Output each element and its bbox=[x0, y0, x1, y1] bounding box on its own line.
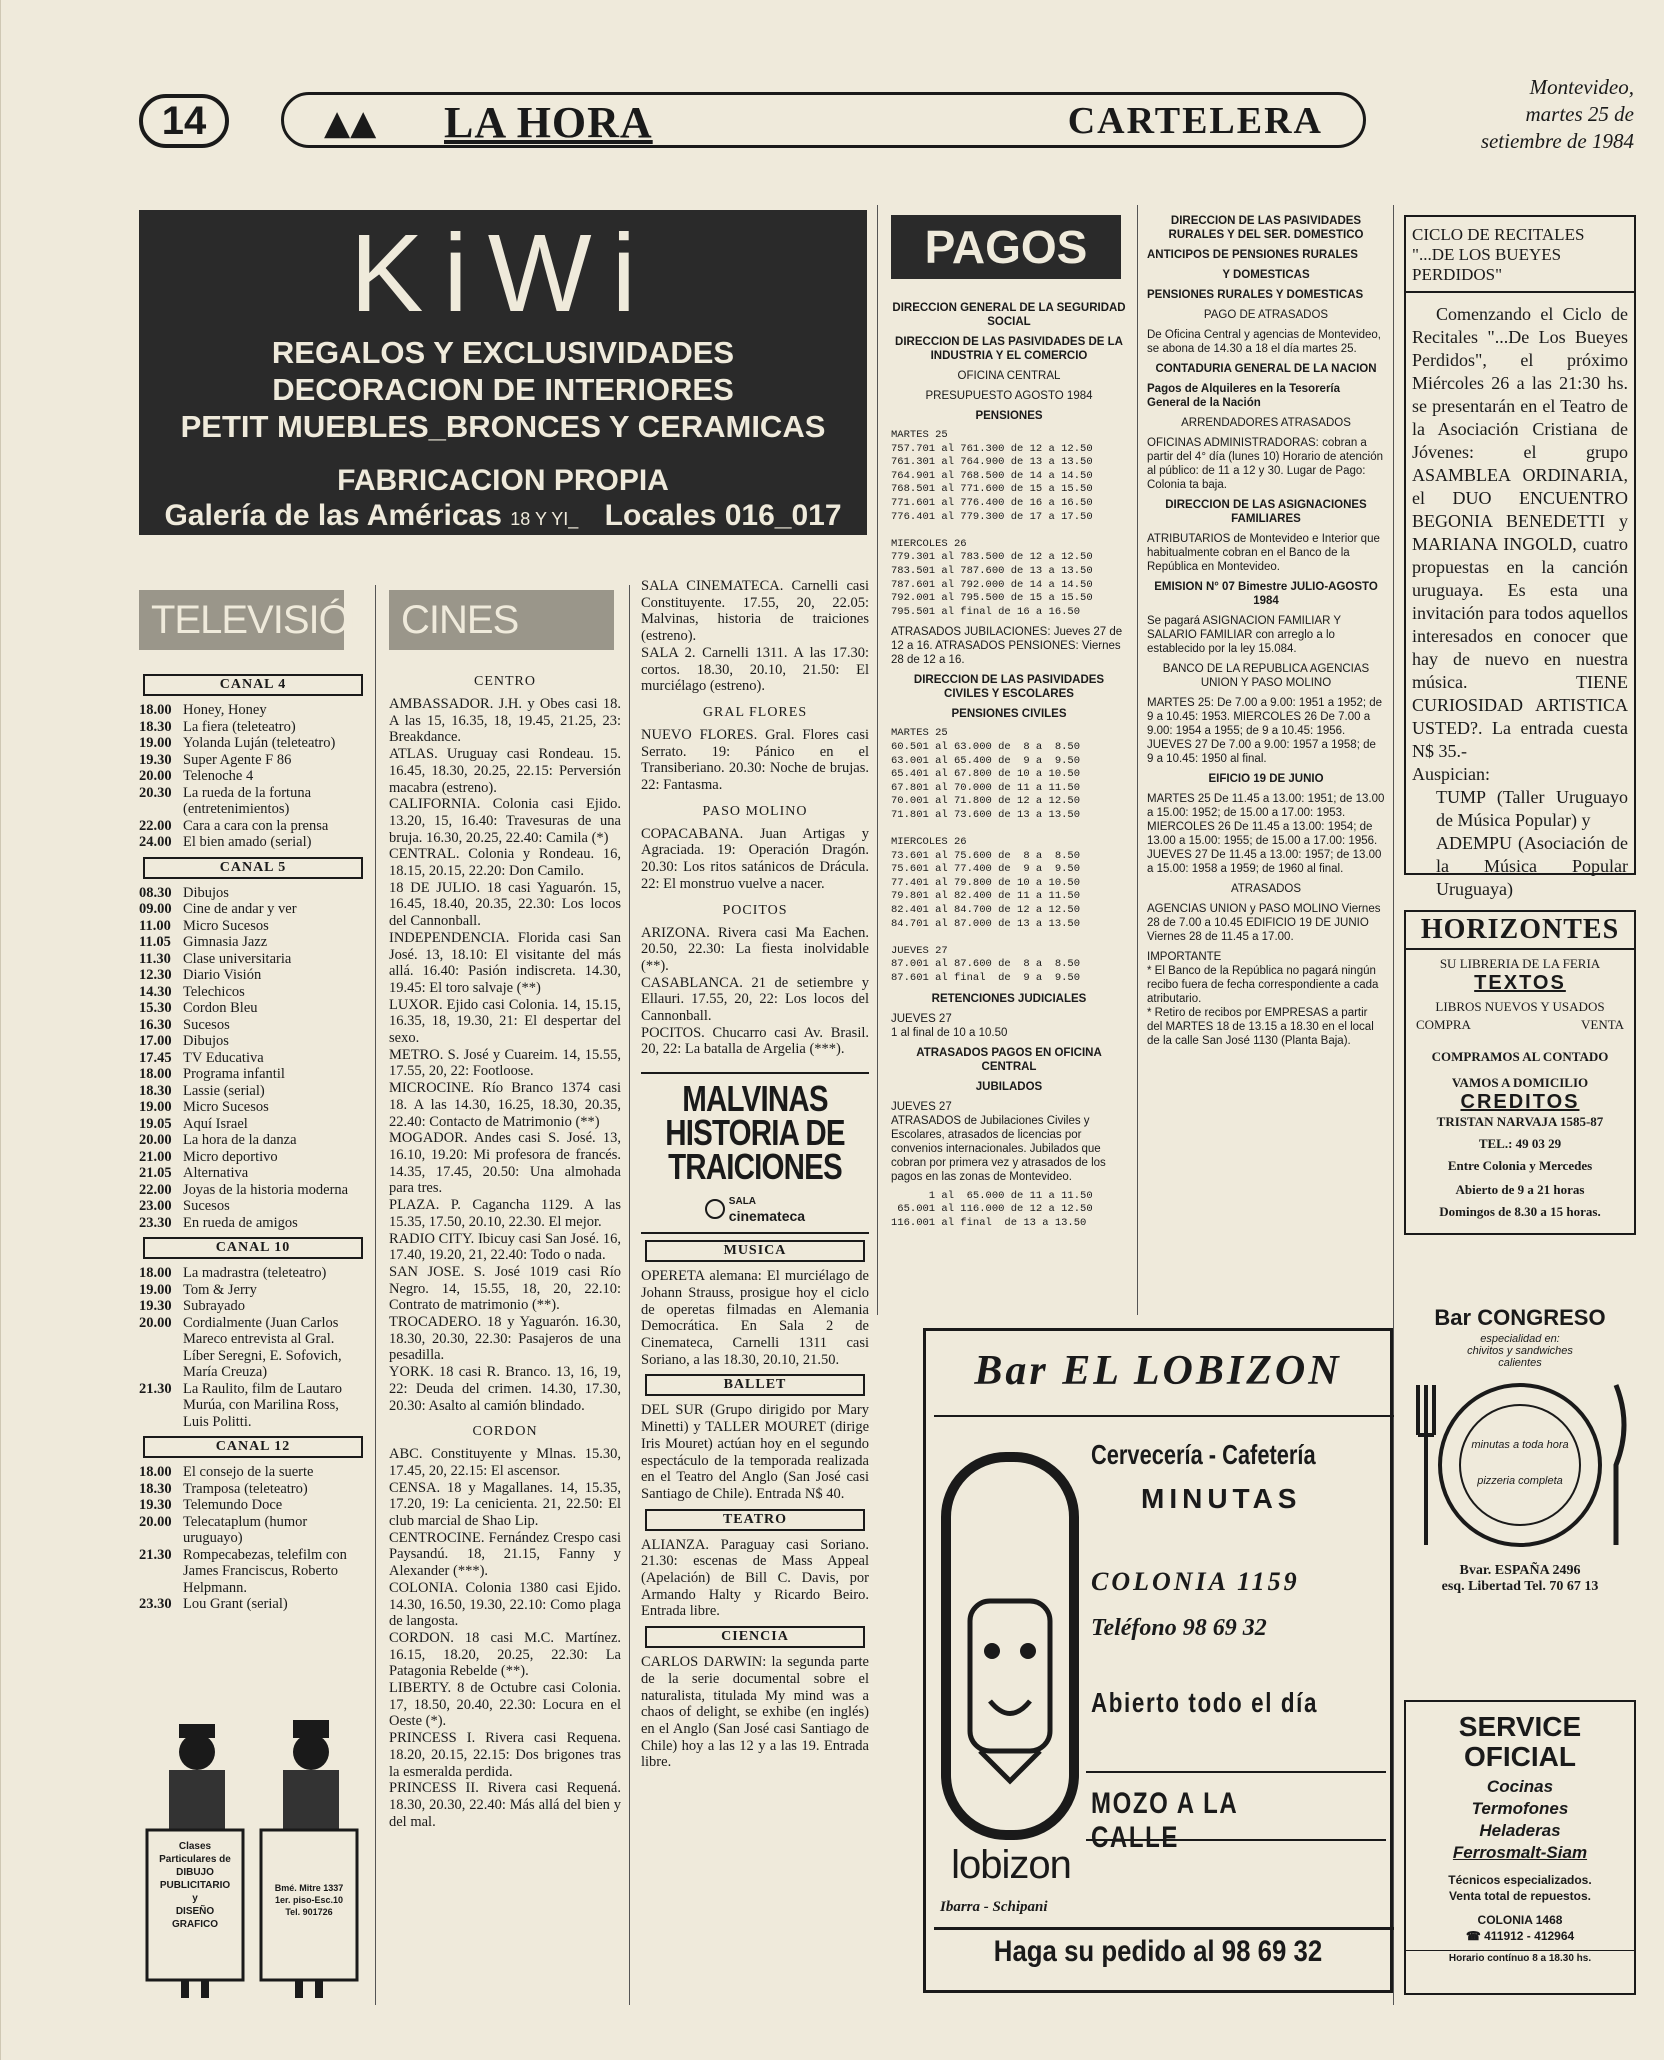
subhead-pocitos: POCITOS bbox=[722, 902, 788, 918]
tv-program-time: 19.00 bbox=[139, 735, 172, 751]
pagos-block: EMISION N° 07 Bimestre JULIO-AGOSTO 1984 bbox=[1154, 581, 1378, 607]
kiwi-brand: KiWi bbox=[349, 212, 657, 335]
section-title: CARTELERA bbox=[1067, 100, 1323, 142]
channel-list bbox=[139, 1464, 367, 1613]
listing-entry: 18 DE JULIO. 18 casi Yaguarón. 15, 16.45, 18.40, 20.35, 22.30: Los locos del Cannonball. bbox=[389, 879, 621, 930]
tv-program-name: La Raulito, film de Lautaro Murúa, con Marilina Ross, Luis Politti. bbox=[183, 1380, 343, 1430]
tv-program-time: 18.30 bbox=[139, 1480, 172, 1497]
divider bbox=[641, 1072, 869, 1074]
tv-program-time: 23.00 bbox=[139, 1198, 172, 1214]
tv-program-row bbox=[139, 1116, 367, 1133]
tv-program-time: 20.00 bbox=[139, 1314, 172, 1331]
tv-program-time: 20.00 bbox=[139, 1132, 172, 1148]
pagos-block: EIFICIO 19 DE JUNIO bbox=[1208, 773, 1324, 785]
pagos-block: PENSIONES CIVILES bbox=[951, 708, 1067, 721]
tv-program-time: 21.00 bbox=[139, 1148, 172, 1165]
lobizon-signature: Ibarra - Schipani bbox=[940, 1899, 1048, 1915]
tv-program-name: En rueda de amigos bbox=[183, 1214, 298, 1231]
tv-program-row bbox=[139, 1099, 367, 1116]
pagos-block: PAGO DE ATRASADOS bbox=[1203, 309, 1329, 321]
tv-program-row bbox=[139, 1265, 367, 1282]
tv-program-time: 19.30 bbox=[139, 1298, 172, 1314]
kiwi-line: DECORACION DE INTERIORES bbox=[272, 372, 734, 407]
pagos-block: Se pagará ASIGNACION FAMILIAR Y SALARIO FAMILIAR con arreglo a lo establecido por la ley 15.084. bbox=[1147, 615, 1341, 655]
tv-program-name: Cordialmente (Juan Carlos Mareco entrevista al Gral. Líber Seregni, E. Sofovich, María Creuza) bbox=[183, 1314, 342, 1380]
listing-entry: TROCADERO. 18 y Yaguarón. 16.30, 18.30, 20.30, 22.30: Pasajeros de una pesadilla. bbox=[389, 1314, 621, 1364]
phone-icon: ☎ bbox=[1465, 1929, 1485, 1943]
tv-program-row bbox=[139, 984, 367, 1001]
malvinas-ad: MALVINAS HISTORIA DE TRAICIONES bbox=[665, 1078, 845, 1188]
tv-program-name: Dibujos bbox=[183, 884, 229, 901]
tv-program-row bbox=[139, 1497, 367, 1514]
pagos-block: ATRASADOS bbox=[1230, 883, 1302, 895]
tv-program-time: 20.00 bbox=[139, 768, 172, 784]
cinemateca-icon bbox=[705, 1199, 725, 1219]
tv-program-row bbox=[139, 768, 367, 785]
tv-program-time: 15.30 bbox=[139, 1000, 172, 1016]
lobizon-ad bbox=[923, 1328, 1393, 1993]
channel-header: CANAL 5 bbox=[143, 857, 363, 879]
pagos-block: CONTADURIA GENERAL DE LA NACION bbox=[1155, 363, 1377, 375]
tv-program-time: 19.00 bbox=[139, 1099, 172, 1115]
tv-program-time: 18.00 bbox=[139, 1464, 172, 1480]
pagos-block: ATRIBUTARIOS de Montevideo e Interior que habitualmente cobran en el Banco de la República en Montevideo. bbox=[1147, 533, 1380, 573]
tv-program-row bbox=[139, 1215, 367, 1232]
ciclo-recitales-box bbox=[1404, 215, 1636, 899]
channel-header: CANAL 12 bbox=[143, 1436, 363, 1458]
listing-entry: MICROCINE. Río Branco 1374 casi 18. A las 14.30, 16.25, 18.30, 20.35, 22.40: Contacto de Matrimonio (**) bbox=[389, 1080, 621, 1130]
lobizon-line: MINUTAS bbox=[1141, 1483, 1302, 1514]
tv-program-time: 11.30 bbox=[139, 950, 171, 967]
tv-program-name: Rompecabezas, telefilm con James Franciscus, Roberto Helpmann. bbox=[183, 1546, 347, 1596]
tv-program-name: Super Agente F 86 bbox=[183, 751, 292, 768]
divider bbox=[1086, 1839, 1386, 1841]
congreso-title: Bar CONGRESO bbox=[1434, 1305, 1606, 1330]
pagos-block: RETENCIONES JUDICIALES bbox=[931, 992, 1087, 1005]
listing-entry: CASABLANCA. 21 de setiembre y Ellauri. 17.55, 20, 22: Los locos del Cannonball. bbox=[641, 974, 869, 1025]
tv-program-row bbox=[139, 1149, 367, 1166]
service-title: SERVICE OFICIAL bbox=[1458, 1711, 1582, 1772]
tv-program-row bbox=[139, 1464, 367, 1481]
tv-program-row bbox=[139, 1547, 367, 1597]
tv-program-time: 12.30 bbox=[139, 967, 172, 983]
kiwi-line: PETIT MUEBLES_BRONCES Y CERAMICAS bbox=[180, 409, 826, 444]
pagos-block: AGENCIAS UNION y PASO MOLINO Viernes 28 de 7.00 a 10.45 EDIFICIO 19 DE JUNIO Viernes 28 de 11.45 a 17.00. bbox=[1147, 903, 1381, 943]
pagos-block: JUEVES 27 ATRASADOS de Jubilaciones Civiles y Escolares, atrasados de licencias por convenios internacionales. Jubilados que cobran por primera vez y atrasados de los pagos en las zonas de Montevideo. bbox=[891, 1100, 1106, 1183]
lobizon-line: COLONIA 1159 bbox=[1091, 1567, 1300, 1596]
tv-program-row bbox=[139, 818, 367, 835]
channel-list bbox=[139, 1265, 367, 1430]
tv-program-time: 22.00 bbox=[139, 817, 172, 834]
tv-program-row bbox=[139, 967, 367, 984]
tv-program-row bbox=[139, 735, 367, 752]
pagos-block: OFICINA CENTRAL bbox=[957, 370, 1061, 382]
lobizon-line: MOZO A LA CALLE bbox=[1091, 1787, 1238, 1854]
tv-program-name: Subrayado bbox=[183, 1298, 246, 1314]
tv-program-row bbox=[139, 1298, 367, 1315]
pagos-block: ATRASADOS JUBILACIONES: Jueves 27 de 12 a 16. ATRASADOS PENSIONES: Viernes 28 de 12 a 16. bbox=[891, 626, 1123, 667]
listing-entry: CENSA. 18 y Magallanes. 14, 15.35, 17.20, 19: La cenicienta. 21, 22.50: El club marcial de Shao Lip. bbox=[389, 1479, 621, 1530]
kiwi-line: REGALOS Y EXCLUSIVIDADES bbox=[271, 335, 735, 370]
listing-entry: ATLAS. Uruguay casi Rondeau. 15. 16.45, 18.30, 20.25, 22.15: Perversión macabra (estreno). bbox=[389, 746, 621, 796]
television-column bbox=[139, 668, 367, 1613]
tv-program-name: Lou Grant (serial) bbox=[183, 1596, 288, 1612]
pagos-block: 1 al 65.000 de 11 a 11.50 65.001 al 116.000 de 12 a 12.50 116.001 al final de 13 a 13.50 bbox=[891, 1189, 1093, 1229]
pagos-block: DIRECCION DE LAS PASIVIDADES DE LA INDUSTRIA Y EL COMERCIO bbox=[895, 336, 1123, 362]
channel-header: CANAL 4 bbox=[143, 674, 363, 696]
subhead-cordon: CORDON bbox=[472, 1424, 538, 1440]
ballet-header: BALLET bbox=[645, 1374, 865, 1396]
tv-program-row bbox=[139, 934, 367, 951]
pagos-block: ATRASADOS PAGOS EN OFICINA CENTRAL bbox=[916, 1046, 1102, 1073]
tv-program-name: Lassie (serial) bbox=[183, 1082, 265, 1099]
listing-entry: SALA 2. Carnelli 1311. A las 17.30: cortos. 18.30, 20.10, 21.50: El murciélago (estreno). bbox=[641, 644, 869, 695]
tv-program-time: 14.30 bbox=[139, 983, 172, 1000]
tv-program-time: 17.00 bbox=[139, 1033, 172, 1049]
pagos-block: JUBILADOS bbox=[975, 1080, 1043, 1093]
listing-entry: COLONIA. Colonia 1380 casi Ejido. 14.30, 16.50, 19.30, 22.10: Como plaga de langosta. bbox=[389, 1579, 621, 1630]
tv-program-name: El bien amado (serial) bbox=[183, 834, 312, 850]
ballet-text: DEL SUR (Grupo dirigido por Mary Minetti) y TALLER MOURET (dirige Iris Mouret) actúan hoy en el segundo espectáculo de la temporada realizada en el Teatro del Anglo (San José casi Santiago de Chile). Entrada N$ 40. bbox=[641, 1402, 869, 1502]
plate-fork-knife-icon bbox=[1404, 1375, 1636, 1555]
flores-list bbox=[641, 727, 869, 794]
tv-program-time: 24.00 bbox=[139, 834, 172, 850]
listing-entry: SALA CINEMATECA. Carnelli casi Constituyente. 17.55, 20, 22.05: Malvinas, historia de traiciones (estreno). bbox=[641, 578, 869, 645]
pagos-block: DIRECCION DE LAS PASIVIDADES RURALES Y DEL SER. DOMESTICO bbox=[1168, 215, 1364, 241]
divider bbox=[934, 1927, 1394, 1930]
tv-program-name: Gimnasia Jazz bbox=[183, 934, 268, 950]
tv-program-row bbox=[139, 1050, 367, 1067]
tv-program-row bbox=[139, 918, 367, 935]
tv-program-time: 21.30 bbox=[139, 1380, 172, 1397]
tv-program-time: 20.30 bbox=[139, 784, 172, 801]
pagos-column-a bbox=[891, 295, 1127, 1230]
column-divider bbox=[1393, 205, 1394, 2005]
tv-program-row bbox=[139, 1165, 367, 1182]
tv-program-name: Cara a cara con la prensa bbox=[183, 817, 329, 834]
tv-program-time: 21.05 bbox=[139, 1165, 172, 1181]
kiwi-galeria: Galería de las Américas 18 Y YI_ Locales 016_017 bbox=[164, 499, 842, 532]
ciclo-header: CICLO DE RECITALES "...DE LOS BUEYES PERDIDOS" bbox=[1406, 217, 1634, 293]
tv-program-time: 19.00 bbox=[139, 1281, 172, 1298]
kiwi-ad bbox=[139, 210, 867, 535]
tv-program-name: Sucesos bbox=[183, 1198, 230, 1214]
teatro-header: TEATRO bbox=[645, 1509, 865, 1531]
tv-program-time: 18.00 bbox=[139, 702, 172, 718]
tv-program-row bbox=[139, 702, 367, 719]
masthead-banner bbox=[281, 92, 1366, 148]
tv-program-name: Micro deportivo bbox=[183, 1148, 278, 1165]
ciencia-text: CARLOS DARWIN: la segunda parte de la serie documental sobre el naturalista, titulada My mind was a chaos of delight, se exhibe (en inglés) en el Anglo (San José casi Santiago de Chile) hoy a las 12 y a las 19. Entrada libre. bbox=[641, 1654, 869, 1771]
tv-program-name: Yolanda Luján (teleteatro) bbox=[183, 735, 336, 751]
divider bbox=[934, 1415, 1394, 1417]
listing-entry: INDEPENDENCIA. Florida casi San José. 13, 18.10: El visitante del más allá. 16.40: Pasión indiscreta. 14.30, 19.45: El toro salvaje (**) bbox=[389, 929, 621, 996]
tv-program-row bbox=[139, 1083, 367, 1100]
pagos-block: OFICINAS ADMINISTRADORAS: cobran a partir del 4° día (lunes 10) Horario de atención al público: de 11 a 12 y 30. Lugar de Pago: Colonia ta baja. bbox=[1147, 437, 1384, 491]
tv-program-name: Telecataplum (humor uruguayo) bbox=[183, 1513, 308, 1546]
pagos-block: ANTICIPOS DE PENSIONES RURALES bbox=[1147, 249, 1358, 261]
tv-program-name: Aquí Israel bbox=[183, 1115, 248, 1132]
lobizon-phone: Teléfono 98 69 32 bbox=[1091, 1615, 1267, 1641]
listing-entry: RADIO CITY. Ibicuy casi San José. 16, 17.40, 19.20, 21, 22.40: Todo o nada. bbox=[389, 1230, 621, 1264]
tv-program-row bbox=[139, 1315, 367, 1381]
channel-list bbox=[139, 702, 367, 851]
column-divider bbox=[877, 205, 878, 1315]
cines-centro-list bbox=[389, 696, 621, 1414]
listing-entry: AMBASSADOR. J.H. y Obes casi 18. A las 15, 16.35, 18, 19.45, 21.25, 23: Breakdance. bbox=[389, 696, 621, 746]
tv-program-name: Programa infantil bbox=[183, 1066, 285, 1082]
pagos-block: IMPORTANTE * El Banco de la República no pagará ningún recibo fuera de fecha correspondiente a cada atributario. * Retiro de recibos por EMPRESAS a partir del MARTES 18 de 13.15 a 18.30 en el local de la calle San José 1130 (Planta Baja). bbox=[1147, 951, 1379, 1047]
molino-list bbox=[641, 826, 869, 893]
arrows-icon: ▲▲ bbox=[324, 103, 377, 143]
tv-program-name: Joyas de la historia moderna bbox=[183, 1181, 349, 1198]
tv-program-name: Cine de andar y ver bbox=[183, 901, 297, 917]
pagos-block: MARTES 25 60.501 al 63.000 de 8 a 8.50 63.001 al 65.400 de 9 a 9.50 65.401 al 67.800 de 10 a 10.50 67.801 al 70.000 de 11 a 11.50 70.001 al 71.800 de 12 a 12.50 71.801 al 73.600 de 13 a 13.50 MIERCOLES 26 73.601 al 75.600 de 8 a 8.50 75.601 al 77.400 de 9 a 9.50 77.401 al 79.800 de 10 a 10.50 79.801 al 82.400 de 11 a 11.50 82.401 al 84.700 de 12 a 12.50 84.701 al 87.000 de 13 a 13.50 JUEVES 27 87.001 al 87.600 de 8 a 8.50 87.601 al final de 9 a 9.50 bbox=[891, 727, 1081, 984]
pagos-block: ARRENDADORES ATRASADOS bbox=[1181, 417, 1351, 429]
tv-program-time: 18.00 bbox=[139, 1066, 172, 1082]
listing-entry: CORDON. 18 casi M.C. Martínez. 16.15, 18.20, 20.25, 22.30: La Patagonia Rebelde (**). bbox=[389, 1629, 621, 1680]
cines-cordon-list bbox=[389, 1446, 621, 1830]
tv-program-row bbox=[139, 834, 367, 851]
tv-program-name: Tramposa (teleteatro) bbox=[183, 1480, 308, 1497]
tv-program-time: 19.30 bbox=[139, 1497, 172, 1513]
tv-program-name: Clase universitaria bbox=[183, 950, 292, 967]
listing-entry: SAN JOSE. S. José 1019 casi Río Negro. 14, 15.55, 18, 20, 22.10: Contrato de matrimonio (**). bbox=[389, 1263, 621, 1314]
listing-entry: PRINCESS II. Rivera casi Requená. 18.30, 20.30, 22.40: Más allá del bien y del mal. bbox=[389, 1780, 621, 1830]
tv-program-name: Sucesos bbox=[183, 1016, 230, 1033]
tv-program-name: El consejo de la suerte bbox=[183, 1464, 314, 1480]
listing-entry: CENTROCINE. Fernández Crespo casi Paysandú. 18, 21.15, Fanny y Alexander (***). bbox=[389, 1529, 621, 1580]
tv-program-time: 17.45 bbox=[139, 1049, 172, 1066]
listing-entry: MOGADOR. Andes casi S. José. 13, 16.10, 19.20: Mi profesora de francés. 14.35, 17.45, 20.50: Una almohada para tres. bbox=[389, 1130, 621, 1197]
tv-program-row bbox=[139, 1514, 367, 1547]
lobizon-line: Cervecería - Cafetería bbox=[1091, 1439, 1316, 1470]
sala-list bbox=[641, 578, 869, 695]
listing-entry: YORK. 18 casi R. Branco. 13, 16, 19, 22: Deuda del crimen. 14.30, 17.30, 20.30: Asalto al camión blindado. bbox=[389, 1364, 621, 1414]
musica-text: OPERETA alemana: El murciélago de Johann Strauss, prosigue hoy el ciclo de operetas filmadas en Alemania Democrática. En Sala 2 de Cinemateca, Carnelli 1311 casi Soriano, a las 18.30, 20.10, 21.50. bbox=[641, 1268, 869, 1368]
cines-header: CINES bbox=[389, 590, 614, 650]
listing-entry: CALIFORNIA. Colonia casi Ejido. 13.20, 15, 16.40: Travesuras de una bruja. 16.30, 20.25, 22.40: Camila (*) bbox=[389, 796, 621, 846]
pagos-block: PENSIONES RURALES Y DOMESTICAS bbox=[1147, 289, 1364, 301]
congreso-ad: Bar CONGRESO especialidad en: chivitos y sandwiches calientes minutas a toda hora pizzeria completa Bvar. ESPAÑA 2496 esq. Libertad Tel. 70 67 13 bbox=[1404, 1305, 1636, 1625]
tv-program-row bbox=[139, 951, 367, 968]
tv-program-name: Micro Sucesos bbox=[183, 917, 269, 934]
tv-program-time: 11.00 bbox=[139, 917, 171, 934]
listing-entry: PLAZA. P. Cagancha 1129. A las 15.35, 17.50, 20.10, 22.30. El mejor. bbox=[389, 1197, 621, 1230]
tv-program-row bbox=[139, 901, 367, 918]
dibujo-ad-right: Bmé. Mitre 1337 1er. piso-Esc.10 Tel. 901726 bbox=[274, 1883, 344, 1917]
listing-entry: LUXOR. Ejido casi Colonia. 14, 15.15, 16.35, 18, 19.30, 21: El despertar del sexo. bbox=[389, 996, 621, 1047]
pagos-block: MARTES 25 757.701 al 761.300 de 12 a 12.50 761.301 al 764.900 de 13 a 13.50 764.901 al 768.500 de 14 a 14.50 768.501 al 771.600 de 15 a 15.50 771.601 al 776.400 de 16 a 16.50 776.401 al 779.300 de 17 a 17.50 MIERCOLES 26 779.301 al 783.500 de 12 a 12.50 783.501 al 787.600 de 13 a 13.50 787.601 al 792.000 de 14 a 14.50 792.001 al 795.500 de 15 a 15.50 795.501 al final de 16 a 16.50 bbox=[891, 429, 1093, 618]
tv-program-row bbox=[139, 719, 367, 736]
cines-column bbox=[389, 672, 621, 1830]
cinemateca-logo: SALA cinemateca bbox=[641, 1194, 869, 1224]
listing-entry: PRINCESS I. Rivera casi Requena. 18.20, 20.15, 22.15: Dos brigones tras la esmeralda perdida. bbox=[389, 1730, 621, 1780]
tv-program-name: Micro Sucesos bbox=[183, 1099, 269, 1115]
tv-program-time: 20.00 bbox=[139, 1513, 172, 1530]
listings-column-3 bbox=[641, 578, 869, 1771]
kiwi-fabricacion: FABRICACION PROPIA bbox=[337, 464, 669, 497]
dibujo-ad-left: Clases Particulares de DIBUJO PUBLICITARIO y DISEÑO GRAFICO bbox=[159, 1841, 231, 1930]
ciclo-body: Comenzando el Ciclo de Recitales "...De Los Bueyes Perdidos", el próximo Miércoles 26 a las 21:30 hs. se presentarán en el Teatro de la Asociación Cristiana de Jóvenes: el grupo ASAMBLEA ORDINARIA, el DUO ENCUENTRO BEGONIA BENEDETTI y MARIANA INGOLD, cuatro propuestas en la canción uruguaya. Es esta una invitación para todos aquellos interesados en conocer que hay de nuevo en nuestra música. TIENE CURIOSIDAD ARTISTICA USTED?. La entrada cuesta N$ 35.- Auspician: TUMP (Taller Uruguayo de Música Popular) y ADEMPU (Asociación de la Música Popular Uruguaya) bbox=[1412, 304, 1628, 899]
tv-program-time: 18.30 bbox=[139, 1082, 172, 1099]
newspaper-logo: LA HORA bbox=[444, 98, 653, 147]
tv-program-row bbox=[139, 1481, 367, 1498]
column-divider bbox=[1137, 205, 1138, 1315]
divider bbox=[1086, 1771, 1386, 1773]
pagos-block: DIRECCION GENERAL DE LA SEGURIDAD SOCIAL bbox=[892, 302, 1126, 328]
lobizon-title: Bar EL LOBIZON bbox=[974, 1348, 1342, 1394]
ciencia-header: CIENCIA bbox=[645, 1626, 865, 1648]
service-phone: ☎ 411912 - 412964 bbox=[1465, 1929, 1575, 1943]
listing-entry: NUEVO FLORES. Gral. Flores casi Serrato. 19: Pánico en el Transiberiano. 20.30: Noche de brujas. 22: Fantasma. bbox=[641, 726, 869, 794]
pagos-block: PRESUPUESTO AGOSTO 1984 bbox=[925, 390, 1093, 402]
tv-program-time: 21.30 bbox=[139, 1546, 172, 1563]
listing-entry: LIBERTY. 8 de Octubre casi Colonia. 17, 18.50, 20.40, 22.30: Locura en el Oeste (*). bbox=[389, 1680, 621, 1730]
tv-program-name: La rueda de la fortuna (entretenimientos) bbox=[183, 784, 312, 817]
tv-program-name: La hora de la danza bbox=[183, 1132, 297, 1148]
listing-entry: ARIZONA. Rivera casi Ma Eachen. 20.50, 22.30: La fiesta inolvidable (**). bbox=[641, 924, 869, 974]
tv-program-name: La fiera (teleteatro) bbox=[183, 718, 296, 735]
tv-program-time: 18.00 bbox=[139, 1265, 172, 1281]
page-number: 14 bbox=[139, 94, 229, 148]
subhead-centro: CENTRO bbox=[474, 674, 536, 689]
horizontes-title: HORIZONTES bbox=[1406, 912, 1634, 950]
lobizon-logo: lobizon bbox=[951, 1843, 1071, 1887]
dibujo-ad bbox=[139, 1712, 367, 2002]
tv-program-row bbox=[139, 785, 367, 818]
pagos-block: De Oficina Central y agencias de Montevideo, se abona de 14.30 a 18 el día martes 25. bbox=[1147, 329, 1381, 355]
tv-program-row bbox=[139, 1282, 367, 1299]
listing-entry: POCITOS. Chucarro casi Av. Brasil. 20, 22: La batalla de Argelia (***). bbox=[641, 1024, 869, 1058]
subhead-molino: PASO MOLINO bbox=[702, 803, 808, 819]
tv-program-row bbox=[139, 1000, 367, 1017]
tv-program-name: Telenoche 4 bbox=[183, 768, 254, 784]
tv-program-row bbox=[139, 1182, 367, 1199]
tv-program-time: 09.00 bbox=[139, 901, 172, 917]
tv-program-time: 08.30 bbox=[139, 884, 172, 901]
lobizon-line: Abierto todo el día bbox=[1091, 1687, 1319, 1718]
musica-header: MUSICA bbox=[645, 1240, 865, 1262]
pagos-block: Y DOMESTICAS bbox=[1222, 269, 1310, 281]
lobizon-footer: Haga su pedido al 98 69 32 bbox=[993, 1935, 1323, 1968]
pagos-title: PAGOS bbox=[891, 215, 1121, 279]
pocitos-list bbox=[641, 925, 869, 1059]
listing-entry: METRO. S. José y Cuareim. 14, 15.55, 17.55, 20, 22: Footloose. bbox=[389, 1046, 621, 1080]
pagos-block: PENSIONES bbox=[975, 410, 1043, 422]
listing-entry: ABC. Constituyente y Mlnas. 15.30, 17.45, 20, 22.15: El ascensor. bbox=[389, 1446, 621, 1479]
divider bbox=[641, 1232, 869, 1234]
tv-program-name: Dibujos bbox=[183, 1033, 229, 1049]
subhead-flores: GRAL FLORES bbox=[702, 704, 808, 720]
pagos-block: MARTES 25 De 11.45 a 13.00: 1951; de 13.00 a 15.00: 1952; de 15.00 a 17.00: 1953. MIERCOLES 26 De 11.45 a 13.00: 1954; de 13.00 a 15.00: 1955; de 15.00 a 17.00: 1956. JUEVES 27 De 11.45 a 13.00: 1957; de 13.00 a 15.00: 1958 a 1959; de 1960 al final. bbox=[1147, 793, 1385, 875]
plate-illustration: minutas a toda hora pizzeria completa bbox=[1404, 1375, 1636, 1555]
pagos-column-b bbox=[1147, 208, 1385, 1054]
tv-program-row bbox=[139, 752, 367, 769]
tv-program-row bbox=[139, 1066, 367, 1083]
pagos-block: DIRECCION DE LAS PASIVIDADES CIVILES Y ESCOLARES bbox=[913, 674, 1105, 701]
tv-program-time: 11.05 bbox=[139, 934, 171, 950]
column-divider bbox=[375, 585, 376, 2005]
tv-program-name: Alternativa bbox=[183, 1165, 249, 1181]
tv-program-name: Cordon Bleu bbox=[183, 1000, 258, 1016]
tv-program-time: 23.30 bbox=[139, 1596, 172, 1612]
tv-program-name: Tom & Jerry bbox=[183, 1281, 257, 1298]
tv-program-time: 19.30 bbox=[139, 751, 172, 768]
pagos-block: JUEVES 27 1 al final de 10 a 10.50 bbox=[891, 1012, 1008, 1039]
tv-program-row bbox=[139, 885, 367, 902]
listing-entry: COPACABANA. Juan Artigas y Agraciada. 19: Operación Dragón. 20.30: Los ritos satánicos de Drácula. 22: El monstruo vuelve a nacer. bbox=[641, 825, 869, 892]
tv-program-row bbox=[139, 1198, 367, 1215]
tv-program-row bbox=[139, 1381, 367, 1431]
channel-list bbox=[139, 885, 367, 1232]
tv-program-row bbox=[139, 1132, 367, 1149]
tv-program-name: Honey, Honey bbox=[183, 702, 267, 718]
dateline: Montevideo, martes 25 de setiembre de 1984 bbox=[1480, 75, 1634, 153]
tv-program-time: 22.00 bbox=[139, 1181, 172, 1198]
tv-program-time: 19.05 bbox=[139, 1115, 172, 1132]
lobizon-dog-icon bbox=[940, 1451, 1080, 1841]
listing-entry: CENTRAL. Colonia y Rondeau. 16, 18.15, 20.15, 22.20: Don Camilo. bbox=[389, 846, 621, 880]
tv-program-name: Telechicos bbox=[183, 983, 245, 1000]
channel-header: CANAL 10 bbox=[143, 1237, 363, 1259]
tv-program-row bbox=[139, 1033, 367, 1050]
service-oficial-ad: SERVICE OFICIAL Cocinas Termofones Heladeras Ferrosmalt-Siam Técnicos especializados. Venta total de repuestos. COLONIA 1468 ☎ 411912 - 412964 Horario contínuo 8 a 18.30 hs. bbox=[1404, 1700, 1636, 1995]
tv-program-time: 23.30 bbox=[139, 1214, 172, 1231]
horizontes-ad: HORIZONTES SU LIBRERIA DE LA FERIA TEXTOS LIBROS NUEVOS Y USADOS COMPRA VENTA COMPRAMOS AL CONTADO VAMOS A DOMICILIO CREDITOS TRISTAN NARVAJA 1585-87 TEL.: 49 03 29 Entre Colonia y Mercedes Abierto de 9 a 21 horas Domingos de 8.30 a 15 horas. bbox=[1404, 910, 1636, 1235]
column-divider bbox=[629, 585, 630, 2005]
teatro-text: ALIANZA. Paraguay casi Soriano. 21.30: escenas de Mass Appeal (Apelación) de Bill C. Davis, por Armando Halty y Ricardo Beiro. Entrada libre. bbox=[641, 1536, 869, 1620]
tv-program-row bbox=[139, 1596, 367, 1613]
television-header: TELEVISIÓN bbox=[139, 590, 344, 650]
tv-program-name: TV Educativa bbox=[183, 1049, 264, 1066]
tv-program-name: La madrastra (teleteatro) bbox=[183, 1265, 327, 1281]
tv-program-row bbox=[139, 1017, 367, 1034]
tv-program-time: 18.30 bbox=[139, 718, 172, 735]
tv-program-time: 16.30 bbox=[139, 1016, 172, 1033]
pagos-block: MARTES 25: De 7.00 a 9.00: 1951 a 1952; de 9 a 10.45: 1953. MIERCOLES 26 De 7.00 a 9.00: 1954 a 1955; de 9 a 10.45: 1956. JUEVES 27 De 7.00 a 9.00: 1957 a 1958; de 9 a 10.45: 1950 al final. bbox=[1147, 697, 1383, 765]
pagos-block: Pagos de Alquileres en la Tesorería General de la Nación bbox=[1147, 383, 1341, 409]
tv-program-name: Diario Visión bbox=[183, 967, 262, 983]
pagos-block: DIRECCION DE LAS ASIGNACIONES FAMILIARES bbox=[1165, 499, 1367, 525]
pagos-block: BANCO DE LA REPUBLICA AGENCIAS UNION Y PASO MOLINO bbox=[1162, 663, 1370, 689]
tv-program-name: Telemundo Doce bbox=[183, 1497, 283, 1513]
